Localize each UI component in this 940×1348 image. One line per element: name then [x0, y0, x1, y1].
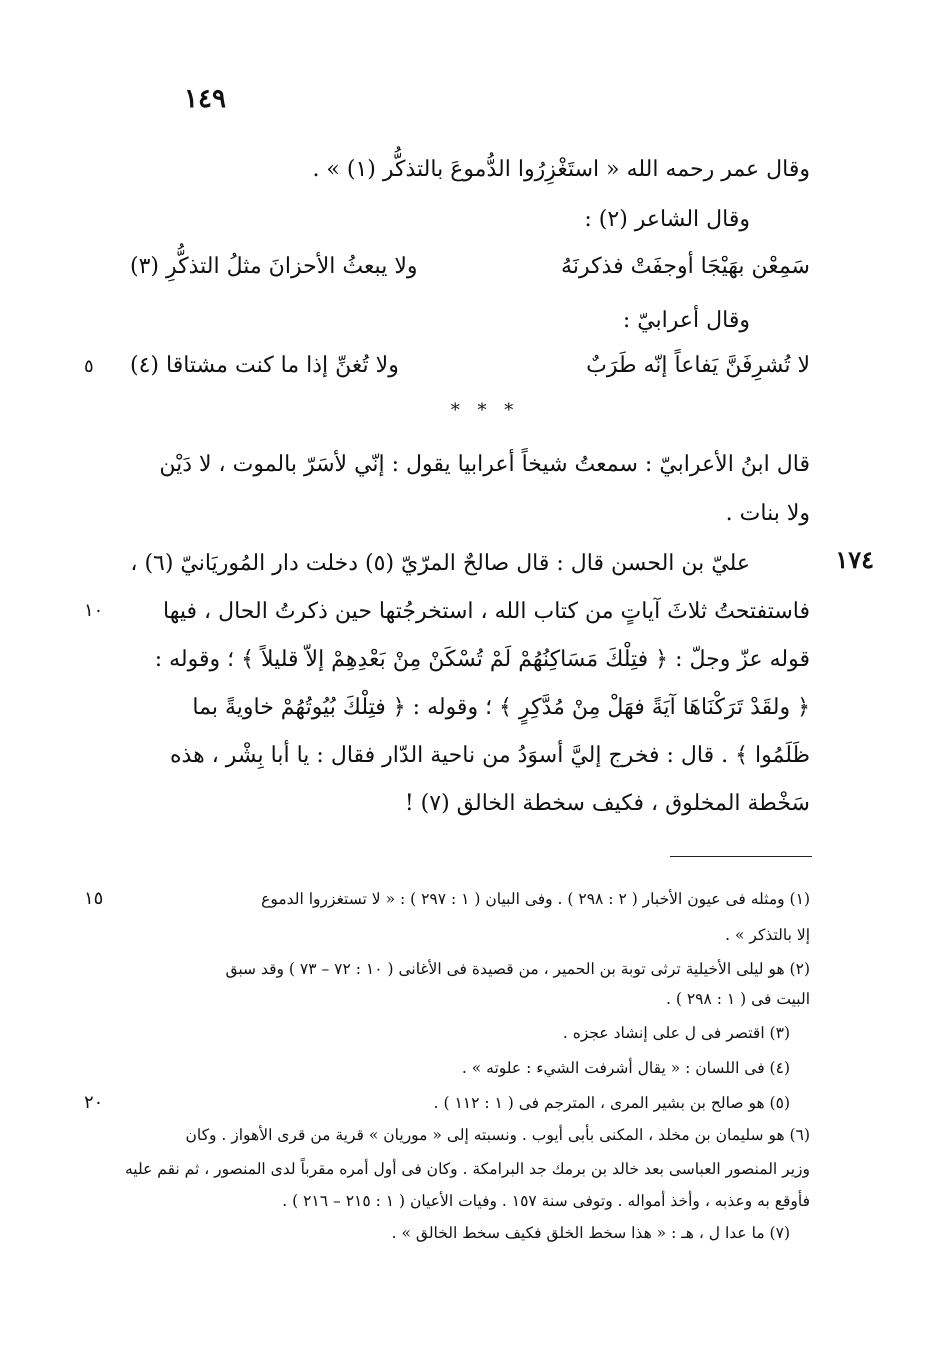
section-number: ١٧٤ [835, 545, 874, 574]
margin-line-number: ٥ [84, 356, 94, 377]
footnote-line: فأوقع به وعذبه ، وأخذ أمواله . وتوفى سنة ١٥٧ . وفيات الأعيان ( ١ : ٢١٥ – ٢١٦ ) . [282, 1192, 810, 1210]
body-line: قوله عزّ وجلّ : ﴿ فتِلْكَ مَسَاكِنُهُمْ لَمْ تُسْكَنْ مِنْ بَعْدِهِمْ إلاّ قليلاً ﴾ ؛ وقوله : [154, 647, 810, 672]
body-line: وقال أعرابيّ : [622, 308, 750, 333]
margin-line-number: ١٥ [84, 888, 104, 909]
footnote-line: وزير المنصور العباسى بعد خالد بن برمك جد البرامكة . وكان فى أول أمره مقرباً لدى المنصور ، ثم نقم عليه [124, 1160, 810, 1178]
footnote-line: (٤) فى اللسان : « يقال أشرفت الشيء : علوته » . [461, 1059, 790, 1077]
body-line: وقال الشاعر (٢) : [584, 207, 750, 232]
body-line: ﴿ ولقَدْ تَرَكْنَاهَا آيَةً فهَلْ مِنْ مُدَّكِرٍ ﴾ ؛ وقوله : ﴿ فتِلْكَ بُيُوتُهُمْ خاويةً بما [192, 695, 810, 720]
footnote-separator [670, 856, 812, 857]
body-line: ظَلَمُوا ﴾ . قال : فخرج إليَّ أسوَدُ من ناحية الدّار فقال : يا أبا بِشْر ، هذه [170, 743, 810, 768]
body-line: ولا بنات . [725, 501, 810, 526]
footnote-line: إلا بالتذكر » . [725, 926, 810, 944]
footnote-line: (٧) ما عدا ل ، هـ : « هذا سخط الخلق فكيف سخط الخالق » . [391, 1224, 790, 1242]
footnote-line: (٢) هو ليلى الأخيلية ترثى توبة بن الحمير ، من قصيدة فى الأغانى ( ١٠ : ٧٢ – ٧٣ ) وقد سبق [225, 960, 810, 978]
body-line: عليّ بن الحسن قال : قال صالحٌ المرّيّ (٥) دخلت دار المُوريَانيّ (٦) ، [130, 551, 750, 576]
section-divider-stars: * * * [450, 400, 520, 421]
verse-hemistich: لا تُشرِفَنَّ يَفاعاً إنّه طَرَبٌ [586, 353, 810, 378]
body-line: قال ابنُ الأعرابيّ : سمعتُ شيخاً أعرابيا يقول : إنّي لأسَرّ بالموت ، لا دَيْن [159, 452, 810, 477]
body-line: سَخْطة المخلوق ، فكيف سخطة الخالق (٧) ! [404, 791, 810, 816]
footnote-line: (٥) هو صالح بن بشير المرى ، المترجم فى ( ١ : ١١٢ ) . [433, 1094, 790, 1112]
footnote-line: (٣) اقتصر فى ل على إنشاد عجزه . [562, 1024, 790, 1042]
verse-hemistich: ولا يبعثُ الأحزانَ مثلُ التذكُّرِ (٣) [130, 254, 418, 279]
page-number: ١٤٩ [184, 84, 226, 114]
margin-line-number: ٢٠ [84, 1092, 104, 1113]
footnote-line: (١) ومثله فى عيون الأخبار ( ٢ : ٢٩٨ ) . وفى البيان ( ١ : ٢٩٧ ) : « لا تستغزروا الدموع [261, 890, 810, 908]
verse-hemistich: سَمِعْن بهَيْجَا أوجفَتْ فذكرنَهُ [561, 254, 810, 279]
margin-line-number: ١٠ [84, 600, 104, 621]
footnote-line: (٦) هو سليمان بن مخلد ، المكنى بأبى أيوب . ونسبته إلى « موريان » قرية من قرى الأهواز . وكان [185, 1126, 810, 1144]
body-line: وقال عمر رحمه الله « استَغْزِرُوا الدُّموعَ بالتذكُّر (١) » . [312, 157, 810, 182]
verse-hemistich: ولا تُغنِّ إذا ما كنت مشتاقا (٤) [130, 353, 399, 378]
footnote-line: البيت فى ( ١ : ٢٩٨ ) . [666, 990, 810, 1008]
body-line: فاستفتحتُ ثلاثَ آياتٍ من كتاب الله ، استخرجُتها حين ذكرتُ الحال ، فيها [163, 599, 810, 624]
